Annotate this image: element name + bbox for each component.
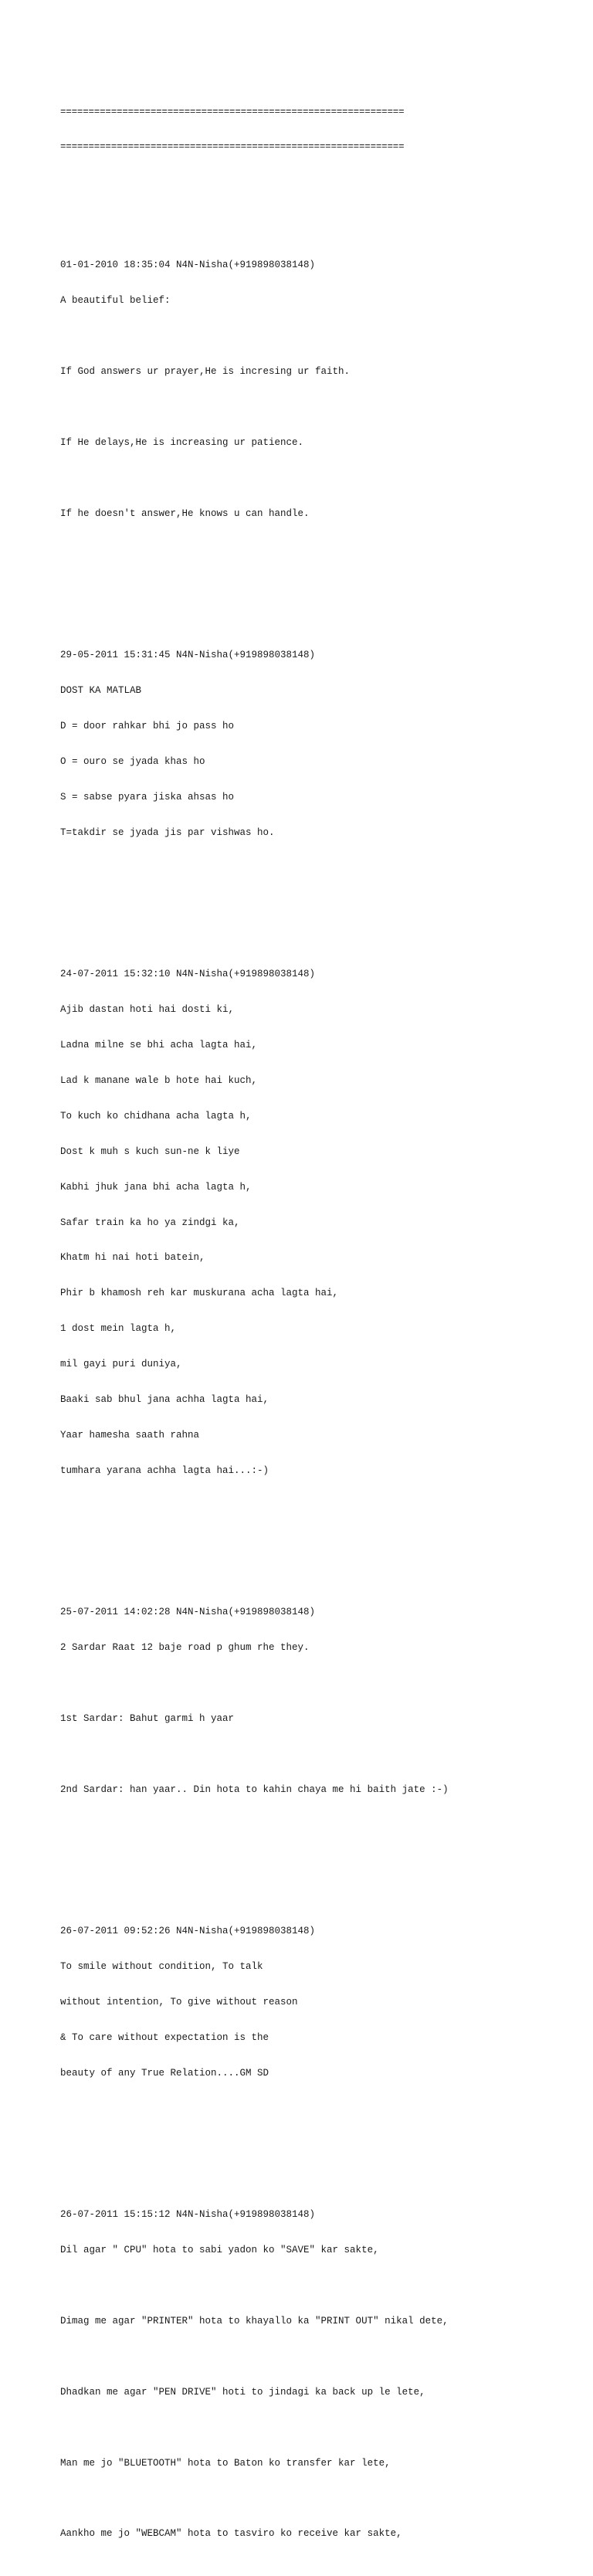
separator-line: ============================================================= [60, 106, 405, 117]
message-line: Phir b khamosh reh kar muskurana acha lagta hai, [60, 1288, 339, 1299]
message-line: beauty of any True Relation....GM SD [60, 2067, 269, 2079]
message-line: Dil agar " CPU" hota to sabi yadon ko "SAVE" kar sakte, [60, 2245, 379, 2256]
message-block [60, 1902, 578, 2103]
message-line: without intention, To give without reason [60, 1997, 298, 2008]
blank-line [60, 1843, 578, 1855]
blank-line [60, 177, 578, 188]
message-header: 26-07-2011 15:15:12 N4N-Nisha(+919898038148) [60, 2209, 316, 2221]
message-block [60, 2186, 578, 2564]
blank-line [60, 331, 578, 342]
message-line: A beautiful belief: [60, 295, 171, 307]
message-block [60, 945, 578, 1501]
blank-line [60, 402, 578, 413]
message-line: Ladna milne se bhi acha lagta hai, [60, 1040, 258, 1051]
message-line: If he doesn't answer,He knows u can handle. [60, 507, 310, 519]
message-line: To smile without condition, To talk [60, 1961, 263, 1973]
message-line: Kabhi jhuk jana bhi acha lagta h, [60, 1181, 252, 1193]
message-line: Aankho me jo "WEBCAM" hota to tasviro ko receive kar sakte, [60, 2528, 402, 2540]
message-line: O = ouro se jyada khas ho [60, 755, 205, 767]
message-line: S = sabse pyara jiska ahsas ho [60, 791, 235, 803]
message-line: 2nd Sardar: han yaar.. Din hota to kahin chaya me hi baith jate :-) [60, 1784, 449, 1795]
blank-line [60, 2280, 578, 2292]
blank-line [60, 473, 578, 484]
blank-line [60, 1678, 578, 1689]
message-block [60, 1583, 578, 1820]
blank-line [60, 2351, 578, 2363]
message-header: 01-01-2010 18:35:04 N4N-Nisha(+919898038148) [60, 260, 316, 271]
message-header: 29-05-2011 15:31:45 N4N-Nisha(+919898038148) [60, 650, 316, 661]
message-line: Lad k manane wale b hote hai kuch, [60, 1074, 258, 1086]
message-line: mil gayi puri duniya, [60, 1359, 182, 1370]
message-line: Dimag me agar "PRINTER" hota to khayallo ka "PRINT OUT" nikal dete, [60, 2316, 449, 2327]
message-line: Ajib dastan hoti hai dosti ki, [60, 1004, 235, 1016]
blank-line [60, 567, 578, 579]
message-line: 1st Sardar: Bahut garmi h yaar [60, 1712, 235, 1724]
blank-line [60, 1749, 578, 1760]
message-line: To kuch ko chidhana acha lagta h, [60, 1110, 252, 1122]
message-block [60, 626, 578, 863]
blank-line [60, 2493, 578, 2505]
message-line: 1 dost mein lagta h, [60, 1323, 177, 1335]
message-line: Dost k muh s kuch sun-ne k liye [60, 1145, 240, 1157]
document-text [60, 83, 578, 2576]
message-line: Dhadkan me agar "PEN DRIVE" hoti to jindagi ka back up le lete, [60, 2386, 425, 2398]
message-line: 2 Sardar Raat 12 baje road p ghum rhe they. [60, 1642, 310, 1654]
message-line: Khatm hi nai hoti batein, [60, 1252, 205, 1264]
message-line: D = door rahkar bhi jo pass ho [60, 721, 235, 732]
message-line: If He delays,He is increasing ur patience. [60, 436, 304, 448]
separator-line: ============================================================= [60, 141, 405, 153]
message-header: 25-07-2011 14:02:28 N4N-Nisha(+919898038148) [60, 1607, 316, 1618]
message-block [60, 236, 578, 544]
message-line: Yaar hamesha saath rahna [60, 1429, 200, 1441]
message-line: Baaki sab bhul jana achha lagta hai, [60, 1393, 269, 1405]
blank-line [60, 2126, 578, 2138]
blank-line [60, 1524, 578, 1536]
message-line: If God answers ur prayer,He is incresing ur faith. [60, 366, 351, 378]
message-line: & To care without expectation is the [60, 2031, 269, 2043]
message-header: 26-07-2011 09:52:26 N4N-Nisha(+919898038148) [60, 1926, 316, 1937]
message-line: T=takdir se jyada jis par vishwas ho. [60, 826, 275, 838]
blank-line [60, 2422, 578, 2434]
message-line: tumhara yarana achha lagta hai...:-) [60, 1464, 269, 1476]
message-line: DOST KA MATLAB [60, 685, 142, 697]
message-header: 24-07-2011 15:32:10 N4N-Nisha(+919898038148) [60, 969, 316, 980]
message-line: Man me jo "BLUETOOTH" hota to Baton ko transfer kar lete, [60, 2457, 391, 2469]
message-line: Safar train ka ho ya zindgi ka, [60, 1217, 240, 1228]
blank-line [60, 886, 578, 898]
